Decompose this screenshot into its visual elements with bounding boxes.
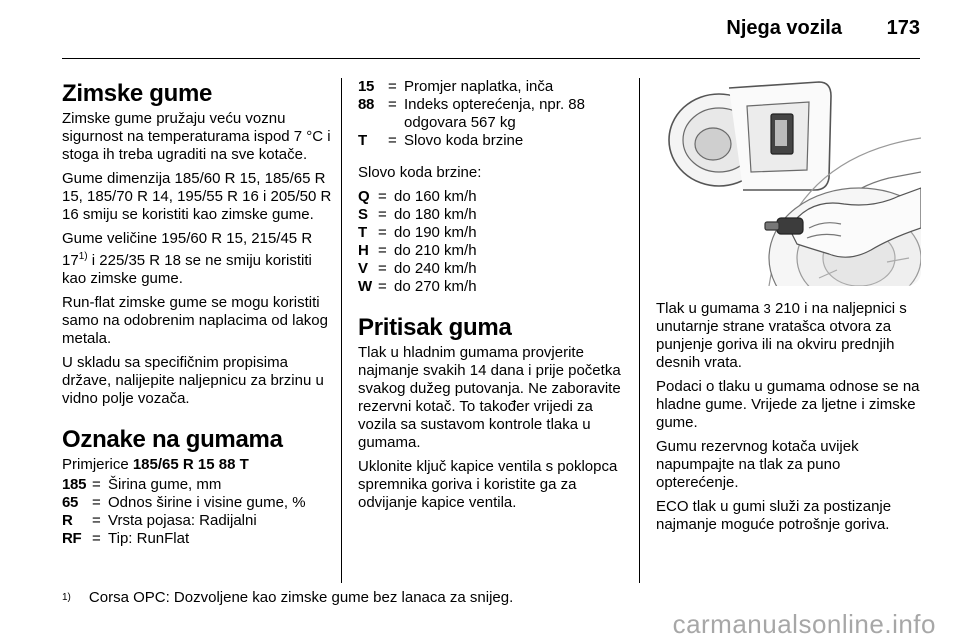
definition-equals: =: [378, 206, 387, 223]
definition-equals: =: [388, 96, 397, 113]
definition-key: Q: [358, 188, 370, 205]
definition-value: Promjer naplatka, inča: [404, 78, 554, 95]
definition-value: Slovo koda brzine: [404, 132, 524, 149]
tyre-valve-drawing: [659, 78, 921, 286]
definition-value: do 240 km/h: [394, 260, 477, 277]
definition-equals: =: [378, 188, 387, 205]
definition-row: [62, 512, 332, 530]
definition-value: do 160 km/h: [394, 188, 477, 205]
text-span: Gume veličine 195/60 R 15, 215/45 R 17: [62, 230, 313, 269]
definition-row: [62, 530, 332, 548]
definition-key: 65: [62, 494, 79, 511]
paragraph: ECO tlak u gumi služi za postizanje najmanje moguće potrošnje goriva.: [656, 498, 892, 533]
definition-value: do 270 km/h: [394, 278, 477, 295]
definition-equals: =: [92, 494, 101, 511]
paragraph: U skladu sa specifičnim propisima države, nalijepite naljepnicu za brzinu u vidno polje vozača.: [62, 354, 324, 407]
paragraph: [62, 230, 332, 288]
definition-equals: =: [388, 132, 397, 149]
column-3: [656, 300, 922, 540]
column-divider-1: [341, 78, 342, 583]
paragraph: Tlak u hladnim gumama provjerite najmanje svakih 14 dana i prije početka svakog dužeg putovanja. Ne zaboravite rezervni kotač. To također vrijedi za vozila sa sustavom kontrole tlaka u gumama.: [358, 344, 621, 451]
example-line: [62, 456, 332, 474]
definition-row: [358, 188, 628, 206]
definition-equals: =: [378, 260, 387, 277]
definition-value: do 190 km/h: [394, 224, 477, 241]
tyre-code-list-cont: [358, 78, 628, 150]
heading-winter-tyres: Zimske gume: [62, 80, 213, 107]
watermark: carmanualsonline.info: [672, 609, 936, 639]
definition-value: do 180 km/h: [394, 206, 477, 223]
tyre-code-list: [62, 476, 332, 548]
paragraph: Zimske gume pružaju veću voznu sigurnost na temperaturama ispod 7 °C i stoga ih treba ugraditi na sve kotače.: [62, 110, 331, 163]
section-title: Njega vozila: [726, 17, 842, 39]
text-span: 210 i na naljepnici s unutarnje strane vratašca otvora za punjenje goriva ili na okviru prednjih desnih vrata.: [656, 300, 907, 371]
definition-row: [358, 224, 628, 242]
definition-key: V: [358, 260, 368, 277]
definition-key: T: [358, 132, 367, 149]
definition-value: Tip: RunFlat: [108, 530, 190, 547]
definition-row: [62, 476, 332, 494]
definition-equals: =: [388, 78, 397, 95]
header-divider: [62, 58, 920, 59]
paragraph: Gume dimenzija 185/60 R 15, 185/65 R 15, 185/70 R 14, 195/55 R 16 i 205/50 R 16 smiju se koristiti kao zimske gume.: [62, 170, 332, 223]
page-header: [0, 0, 960, 50]
page-number: 173: [886, 17, 920, 39]
footnote-ref: 1): [78, 251, 88, 262]
definition-value: Širina gume, mm: [108, 476, 222, 493]
paragraph: [656, 300, 922, 372]
definition-key: R: [62, 512, 73, 529]
definition-equals: =: [92, 512, 101, 529]
definition-equals: =: [92, 530, 101, 547]
definition-value: Vrsta pojasa: Radijalni: [108, 512, 257, 529]
example-label: Primjerice: [62, 456, 133, 473]
definition-key: RF: [62, 530, 82, 547]
column-2: [358, 78, 628, 518]
definition-row: [358, 96, 628, 132]
heading-tyre-designations: Oznake na gumama: [62, 426, 283, 453]
definition-row: [358, 278, 628, 296]
definition-key: S: [358, 206, 368, 223]
valve-cap-illustration: [659, 78, 921, 286]
definition-key: 185: [62, 476, 87, 493]
definition-value: Odnos širine i visine gume, %: [108, 494, 306, 511]
definition-equals: =: [378, 224, 387, 241]
footnote-text: Corsa OPC: Dozvoljene kao zimske gume bez lanaca za snijeg.: [88, 589, 514, 606]
definition-key: H: [358, 242, 369, 259]
definition-value: Indeks opterećenja, npr. 88 odgovara 567 kg: [404, 96, 585, 131]
paragraph: Podaci o tlaku u gumama odnose se na hladne gume. Vrijede za ljetne i zimske gume.: [656, 378, 920, 431]
definition-row: [62, 494, 332, 512]
footnote: [62, 589, 513, 607]
definition-row: [358, 242, 628, 260]
definition-value: do 210 km/h: [394, 242, 477, 259]
paragraph: Uklonite ključ kapice ventila s poklopca spremnika goriva i koristite ga za odvijanje kapice ventila.: [358, 458, 618, 511]
example-code: 185/65 R 15 88 T: [132, 456, 249, 473]
definition-key: 15: [358, 78, 375, 95]
definition-key: W: [358, 278, 372, 295]
paragraph: Run-flat zimske gume se mogu koristiti samo na odobrenim naplacima od lakog metala.: [62, 294, 328, 347]
definition-key: 88: [358, 96, 375, 113]
definition-equals: =: [378, 242, 387, 259]
heading-tyre-pressure: Pritisak guma: [358, 314, 512, 341]
definition-row: [358, 206, 628, 224]
speed-code-list: [358, 188, 628, 296]
definition-row: [358, 78, 628, 96]
text-span: Tlak u gumama: [656, 300, 764, 317]
column-divider-2: [639, 78, 640, 583]
page-reference-icon[interactable]: 3: [763, 301, 771, 316]
definition-key: T: [358, 224, 367, 241]
speed-code-intro: Slovo koda brzine:: [358, 164, 482, 181]
footnote-mark: 1): [62, 592, 71, 603]
definition-row: [358, 132, 628, 150]
column-1: [62, 80, 332, 550]
definition-row: [358, 260, 628, 278]
definition-equals: =: [92, 476, 101, 493]
paragraph: Gumu rezervnog kotača uvijek napumpajte na tlak za puno opterećenje.: [656, 438, 859, 491]
definition-equals: =: [378, 278, 387, 295]
text-span: i 225/35 R 18 se ne smiju koristiti kao zimske gume.: [62, 252, 312, 287]
